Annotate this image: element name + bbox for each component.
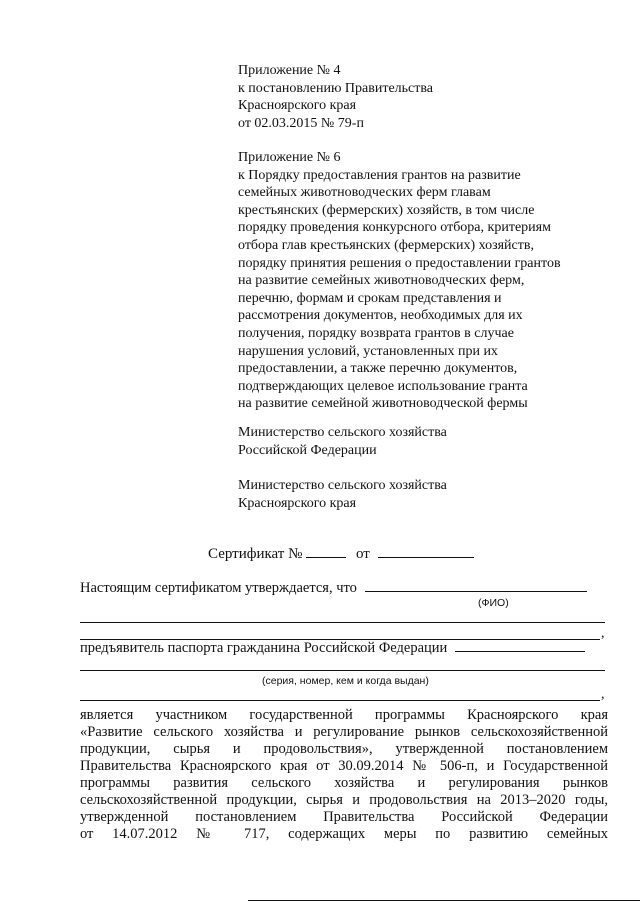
- appendix-6-line: порядку проведения конкурсного отбора, критериям: [238, 220, 551, 236]
- appendix-6-line: рассмотрения документов, необходимых для их: [238, 308, 523, 324]
- fill-line: [80, 700, 600, 701]
- appendix-6-line: к Порядку предоставления грантов на развитие: [238, 167, 521, 183]
- certificate-date-label: от: [355, 546, 370, 562]
- appendix-4-header: [238, 62, 608, 132]
- appendix-4-line: к постановлению Правительства: [238, 80, 434, 96]
- appendix-6-line: предоставлении, а также перечню документов,: [238, 361, 518, 377]
- appendix-6-line: получения, порядку возврата грантов в случае: [238, 325, 514, 341]
- fio-blank: [365, 590, 587, 592]
- appendix-6-line: порядку принятия решения о предоставлении грантов: [238, 255, 561, 271]
- body-line: «Развитие сельского хозяйства и регулирование рынков сельскохозяйственной: [80, 724, 608, 740]
- ministry-krasnoyarsk: [238, 477, 608, 512]
- confirm-text: Настоящим сертификатом утверждается, что: [80, 580, 357, 596]
- appendix-6-line: на развитие семейных животноводческих ферм,: [238, 273, 525, 289]
- passport-text: предъявитель паспорта гражданина Российской Федерации: [80, 640, 448, 656]
- page-bottom-rule: [248, 900, 640, 901]
- passport-blank: [455, 650, 585, 652]
- appendix-6-line: семейных животноводческих ферм главам: [238, 185, 491, 201]
- certificate-number-label: Сертификат №: [208, 546, 303, 562]
- body-line: утвержденной постановлением Правительства Российской Федерации: [80, 809, 608, 825]
- line-comma: ,: [601, 687, 605, 702]
- fill-line: [80, 670, 605, 671]
- passport-row: [80, 640, 585, 657]
- appendix-4-line: от 02.03.2015 № 79-п: [238, 115, 364, 131]
- ministry-line: Министерство сельского хозяйства: [238, 478, 447, 493]
- ministry-line: Красноярского края: [238, 495, 357, 511]
- appendix-6-line: крестьянских (фермерских) хозяйств, в том числе: [238, 202, 535, 218]
- appendix-6-line: отбора глав крестьянских (фермерских) хозяйств,: [238, 237, 534, 253]
- ministry-line: Российской Федерации: [238, 442, 377, 458]
- confirm-row: [80, 580, 587, 597]
- body-line: Правительства Красноярского края от 30.09.2014 № 506-п, и Государственной: [80, 758, 608, 774]
- appendix-6-line: подтверждающих целевое использование гранта: [238, 378, 528, 394]
- appendix-4-line: Приложение № 4: [238, 63, 341, 78]
- ministry-line: Министерство сельского хозяйства: [238, 425, 447, 440]
- fill-line: [80, 622, 605, 623]
- appendix-6-line: на развитие семейной животноводческой фермы: [238, 396, 528, 412]
- appendix-6-line: Приложение № 6: [238, 150, 341, 165]
- body-line: от 14.07.2012 № 717, содержащих меры по развитию семейных: [80, 826, 608, 842]
- body-line: сельскохозяйственной продукции, сырья и продовольствия на 2013–2020 годы,: [80, 792, 608, 808]
- body-line: является участником государственной программы Красноярского края: [80, 707, 608, 723]
- passport-caption: (серия, номер, кем и когда выдан): [262, 675, 429, 687]
- appendix-4-line: Красноярского края: [238, 98, 357, 114]
- fio-caption: (ФИО): [478, 597, 509, 609]
- appendix-6-line: перечню, формам и срокам представления и: [238, 290, 502, 306]
- appendix-6-header: [238, 149, 608, 413]
- certificate-number-blank: [306, 556, 346, 558]
- ministry-russian-federation: [238, 424, 608, 459]
- certificate-title: [208, 546, 474, 563]
- body-line: программы развития сельского хозяйства и регулирования рынков: [80, 775, 608, 791]
- line-comma: ,: [601, 626, 605, 641]
- body-line: продукции, сырья и продовольствия», утвержденной постановлением: [80, 741, 608, 757]
- certificate-date-blank: [378, 556, 474, 558]
- appendix-6-line: нарушения условий, установленных при их: [238, 343, 498, 359]
